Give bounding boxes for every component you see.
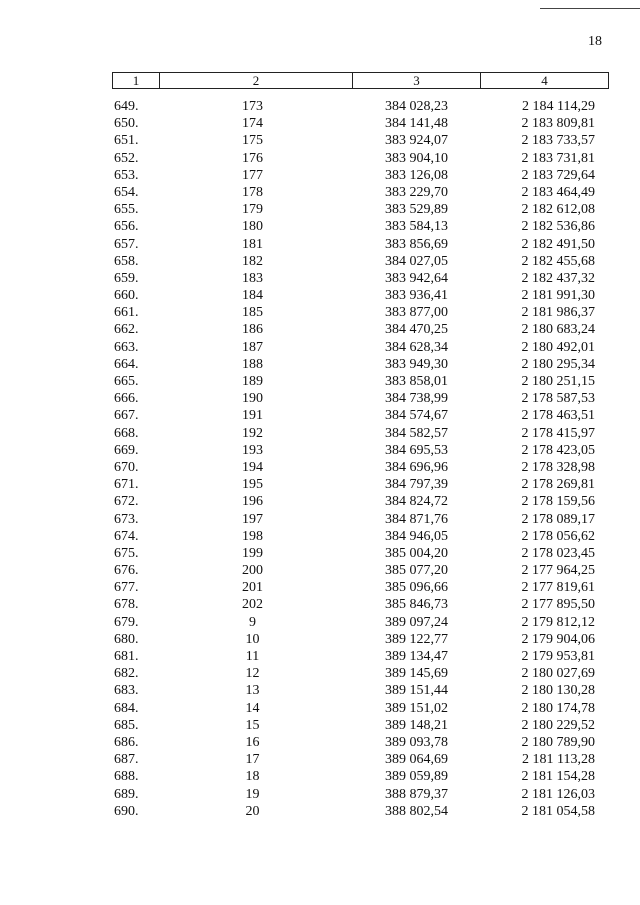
row-number-cell: 662. (114, 322, 139, 338)
row-number-cell: 665. (114, 374, 139, 389)
point-number-cell: 202 (242, 597, 263, 613)
coordinate-y-cell: 2 181 986,37 (521, 305, 595, 321)
table-header (112, 72, 609, 89)
coordinate-y-cell: 2 177 964,25 (521, 563, 595, 579)
coordinate-x-cell: 388 802,54 (385, 803, 448, 819)
table-row (0, 287, 640, 304)
coordinate-y-cell: 2 181 126,03 (521, 786, 595, 802)
row-number-cell: 660. (114, 288, 139, 304)
point-number-cell: 17 (245, 752, 260, 768)
coordinate-y-cell: 2 182 612,08 (521, 202, 595, 218)
coordinate-y-cell: 2 180 683,24 (521, 322, 595, 338)
coordinate-x-cell: 384 738,99 (385, 391, 448, 407)
row-number-cell: 666. (114, 391, 139, 407)
table-row (0, 734, 640, 751)
coordinate-y-cell: 2 178 423,05 (521, 442, 595, 458)
row-number-cell: 689. (114, 786, 139, 802)
coordinate-x-cell: 383 856,69 (385, 236, 448, 252)
point-number-cell: 198 (242, 528, 263, 544)
row-number-cell: 664. (114, 356, 139, 372)
table-row (0, 390, 640, 407)
coordinate-x-cell: 383 924,07 (385, 133, 448, 149)
coordinate-y-cell: 2 180 130,28 (521, 683, 595, 699)
table-row (0, 304, 640, 321)
table-row (0, 442, 640, 459)
point-number-cell: 192 (242, 425, 263, 441)
coordinate-y-cell: 2 181 154,28 (521, 769, 595, 785)
coordinate-y-cell: 2 181 991,30 (521, 288, 595, 304)
point-number-cell: 12 (245, 666, 260, 682)
point-number-cell: 183 (242, 270, 263, 286)
row-number-cell: 670. (114, 459, 139, 475)
row-number-cell: 658. (114, 253, 139, 269)
table-row (0, 545, 640, 562)
coordinate-y-cell: 2 180 789,90 (521, 734, 595, 750)
coordinate-x-cell: 389 093,78 (385, 734, 448, 750)
coordinate-y-cell: 2 178 023,45 (521, 545, 595, 561)
row-number-cell: 677. (114, 580, 139, 596)
coordinate-x-cell: 389 148,21 (385, 717, 448, 733)
coordinate-y-cell: 2 178 328,98 (521, 459, 595, 475)
coordinate-x-cell: 389 151,02 (385, 700, 448, 716)
point-number-cell: 188 (242, 356, 263, 372)
coordinate-y-cell: 2 180 295,34 (521, 356, 595, 372)
row-number-cell: 656. (114, 219, 139, 235)
row-number-cell: 682. (114, 666, 139, 682)
coordinate-x-cell: 389 122,77 (385, 631, 448, 647)
table-row (0, 236, 640, 253)
point-number-cell: 182 (242, 253, 263, 269)
table-row (0, 373, 640, 390)
point-number-cell: 176 (242, 150, 263, 166)
table-row (0, 528, 640, 545)
point-number-cell: 177 (242, 167, 263, 183)
coordinate-x-cell: 385 004,20 (385, 545, 448, 561)
point-number-cell: 18 (245, 769, 260, 785)
row-number-cell: 685. (114, 717, 139, 733)
row-number-cell: 651. (114, 133, 139, 149)
coordinate-x-cell: 384 628,34 (385, 339, 448, 355)
coordinate-y-cell: 2 177 895,50 (521, 597, 595, 613)
coordinate-x-cell: 383 949,30 (385, 356, 448, 372)
coordinate-y-cell: 2 180 251,15 (521, 374, 595, 389)
table-row (0, 407, 640, 424)
point-number-cell: 179 (242, 202, 263, 218)
coordinate-y-cell: 2 180 229,52 (521, 717, 595, 733)
table-row (0, 786, 640, 803)
point-number-cell: 9 (249, 614, 256, 630)
coordinate-y-cell: 2 183 464,49 (521, 184, 595, 200)
coordinate-y-cell: 2 182 491,50 (521, 236, 595, 252)
point-number-cell: 190 (242, 391, 263, 407)
table-row (0, 511, 640, 528)
coordinate-x-cell: 384 582,57 (385, 425, 448, 441)
coordinate-y-cell: 2 179 953,81 (521, 649, 595, 664)
row-number-cell: 684. (114, 700, 139, 716)
coordinate-x-cell: 389 134,47 (385, 649, 448, 664)
row-number-cell: 690. (114, 803, 139, 819)
table-row (0, 253, 640, 270)
row-number-cell: 688. (114, 769, 139, 785)
coordinate-x-cell: 389 151,44 (385, 683, 448, 699)
coordinate-y-cell: 2 179 812,12 (521, 614, 595, 630)
row-number-cell: 667. (114, 408, 139, 424)
table-row (0, 339, 640, 356)
table-row (0, 132, 640, 149)
point-number-cell: 173 (242, 99, 263, 114)
page-number: 18 (588, 34, 602, 49)
coordinate-x-cell: 388 879,37 (385, 786, 448, 802)
row-number-cell: 675. (114, 545, 139, 561)
coordinate-x-cell: 383 584,13 (385, 219, 448, 235)
top-rule (540, 8, 640, 9)
row-number-cell: 663. (114, 339, 139, 355)
header-cell-col-2: 2 (160, 73, 353, 88)
point-number-cell: 16 (245, 734, 260, 750)
coordinate-x-cell: 384 797,39 (385, 477, 448, 493)
coordinate-x-cell: 384 027,05 (385, 253, 448, 269)
row-number-cell: 674. (114, 528, 139, 544)
coordinate-y-cell: 2 178 463,51 (521, 408, 595, 424)
table-row (0, 562, 640, 579)
point-number-cell: 185 (242, 305, 263, 321)
table-row (0, 476, 640, 493)
table-row (0, 459, 640, 476)
point-number-cell: 178 (242, 184, 263, 200)
point-number-cell: 197 (242, 511, 263, 527)
coordinate-y-cell: 2 183 731,81 (521, 150, 595, 166)
point-number-cell: 186 (242, 322, 263, 338)
table-row (0, 493, 640, 510)
point-number-cell: 187 (242, 339, 263, 355)
point-number-cell: 13 (245, 683, 260, 699)
table-row (0, 218, 640, 235)
row-number-cell: 653. (114, 167, 139, 183)
table-row (0, 98, 640, 115)
coordinate-x-cell: 383 942,64 (385, 270, 448, 286)
coordinate-x-cell: 384 695,53 (385, 442, 448, 458)
coordinate-x-cell: 385 077,20 (385, 563, 448, 579)
table-row (0, 803, 640, 820)
coordinate-x-cell: 384 696,96 (385, 459, 448, 475)
point-number-cell: 195 (242, 477, 263, 493)
table-row (0, 665, 640, 682)
table-row (0, 717, 640, 734)
coordinate-y-cell: 2 178 159,56 (521, 494, 595, 510)
point-number-cell: 189 (242, 374, 263, 389)
row-number-cell: 652. (114, 150, 139, 166)
coordinate-x-cell: 389 097,24 (385, 614, 448, 630)
coordinate-y-cell: 2 183 809,81 (521, 116, 595, 132)
coordinate-y-cell: 2 184 114,29 (522, 99, 595, 114)
point-number-cell: 193 (242, 442, 263, 458)
coordinate-x-cell: 383 529,89 (385, 202, 448, 218)
row-number-cell: 661. (114, 305, 139, 321)
row-number-cell: 671. (114, 477, 139, 493)
point-number-cell: 196 (242, 494, 263, 510)
point-number-cell: 181 (242, 236, 263, 252)
coordinate-x-cell: 384 946,05 (385, 528, 448, 544)
table-row (0, 150, 640, 167)
coordinate-y-cell: 2 177 819,61 (521, 580, 595, 596)
row-number-cell: 654. (114, 184, 139, 200)
row-number-cell: 672. (114, 494, 139, 510)
table-row (0, 768, 640, 785)
row-number-cell: 655. (114, 202, 139, 218)
header-cell-col-3: 3 (353, 73, 481, 88)
table-row (0, 631, 640, 648)
row-number-cell: 681. (114, 649, 139, 664)
coordinate-x-cell: 383 858,01 (385, 374, 448, 389)
point-number-cell: 201 (242, 580, 263, 596)
coordinate-y-cell: 2 181 113,28 (522, 752, 595, 768)
row-number-cell: 678. (114, 597, 139, 613)
coordinate-y-cell: 2 183 733,57 (521, 133, 595, 149)
coordinate-x-cell: 384 824,72 (385, 494, 448, 510)
coordinate-y-cell: 2 178 056,62 (521, 528, 595, 544)
row-number-cell: 650. (114, 116, 139, 132)
coordinate-y-cell: 2 180 492,01 (521, 339, 595, 355)
header-cell-col-4: 4 (541, 73, 548, 88)
row-number-cell: 673. (114, 511, 139, 527)
table-row (0, 648, 640, 665)
table-row (0, 425, 640, 442)
coordinate-x-cell: 385 096,66 (385, 580, 448, 596)
coordinate-y-cell: 2 183 729,64 (521, 167, 595, 183)
header-cell-col-1: 1 (113, 73, 160, 88)
row-number-cell: 680. (114, 631, 139, 647)
coordinate-x-cell: 383 936,41 (385, 288, 448, 304)
coordinate-y-cell: 2 182 437,32 (521, 270, 595, 286)
point-number-cell: 191 (242, 408, 263, 424)
coordinate-x-cell: 384 028,23 (385, 99, 448, 114)
coordinate-y-cell: 2 178 587,53 (521, 391, 595, 407)
point-number-cell: 174 (242, 116, 263, 132)
table-row (0, 356, 640, 373)
table-row (0, 614, 640, 631)
coordinate-x-cell: 383 877,00 (385, 305, 448, 321)
coordinate-x-cell: 384 470,25 (385, 322, 448, 338)
point-number-cell: 199 (242, 545, 263, 561)
coordinate-x-cell: 384 141,48 (385, 116, 448, 132)
point-number-cell: 10 (245, 631, 260, 647)
row-number-cell: 649. (114, 99, 139, 114)
coordinate-x-cell: 384 871,76 (385, 511, 448, 527)
coordinate-y-cell: 2 178 415,97 (521, 425, 595, 441)
coordinate-y-cell: 2 182 536,86 (521, 219, 595, 235)
row-number-cell: 676. (114, 563, 139, 579)
coordinate-table-body (0, 98, 640, 820)
table-row (0, 167, 640, 184)
table-row (0, 751, 640, 768)
table-row (0, 270, 640, 287)
coordinate-x-cell: 383 904,10 (385, 150, 448, 166)
row-number-cell: 679. (114, 614, 139, 630)
point-number-cell: 19 (245, 786, 260, 802)
point-number-cell: 180 (242, 219, 263, 235)
coordinate-x-cell: 389 145,69 (385, 666, 448, 682)
coordinate-x-cell: 384 574,67 (385, 408, 448, 424)
table-row (0, 700, 640, 717)
point-number-cell: 175 (242, 133, 263, 149)
table-row (0, 596, 640, 613)
point-number-cell: 20 (245, 803, 260, 819)
coordinate-y-cell: 2 180 174,78 (521, 700, 595, 716)
row-number-cell: 683. (114, 683, 139, 699)
table-row (0, 682, 640, 699)
coordinate-y-cell: 2 182 455,68 (521, 253, 595, 269)
table-row (0, 201, 640, 218)
coordinate-x-cell: 389 059,89 (385, 769, 448, 785)
row-number-cell: 669. (114, 442, 139, 458)
row-number-cell: 657. (114, 236, 139, 252)
point-number-cell: 200 (242, 563, 263, 579)
point-number-cell: 11 (245, 649, 260, 664)
coordinate-y-cell: 2 178 269,81 (521, 477, 595, 493)
coordinate-x-cell: 383 229,70 (385, 184, 448, 200)
point-number-cell: 194 (242, 459, 263, 475)
row-number-cell: 687. (114, 752, 139, 768)
point-number-cell: 15 (245, 717, 260, 733)
coordinate-y-cell: 2 181 054,58 (521, 803, 595, 819)
coordinate-x-cell: 385 846,73 (385, 597, 448, 613)
coordinate-y-cell: 2 178 089,17 (521, 511, 595, 527)
row-number-cell: 668. (114, 425, 139, 441)
coordinate-x-cell: 389 064,69 (385, 752, 448, 768)
coordinate-y-cell: 2 179 904,06 (521, 631, 595, 647)
table-row (0, 321, 640, 338)
point-number-cell: 184 (242, 288, 263, 304)
row-number-cell: 686. (114, 734, 139, 750)
table-row (0, 184, 640, 201)
point-number-cell: 14 (245, 700, 260, 716)
row-number-cell: 659. (114, 270, 139, 286)
table-row (0, 115, 640, 132)
table-row (0, 579, 640, 596)
coordinate-y-cell: 2 180 027,69 (521, 666, 595, 682)
coordinate-x-cell: 383 126,08 (385, 167, 448, 183)
